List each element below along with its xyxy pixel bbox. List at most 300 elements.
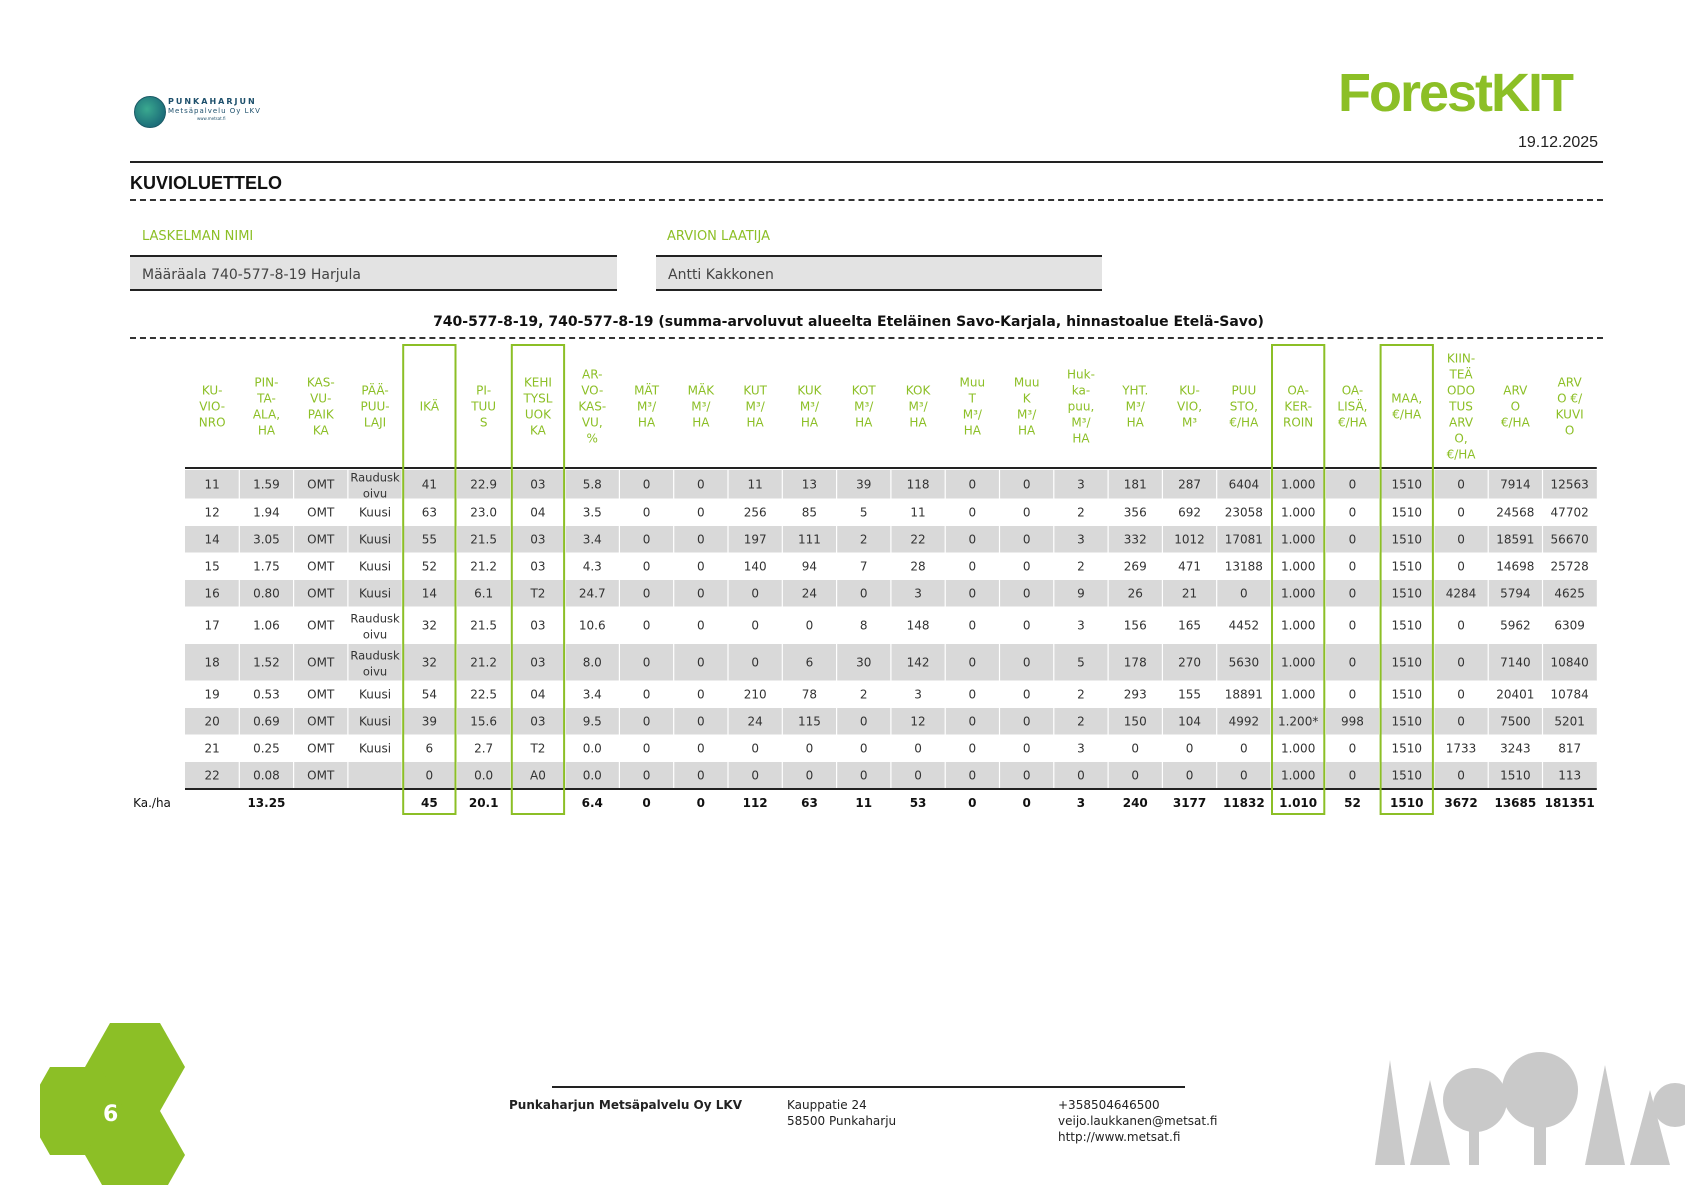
column-header: M³/ xyxy=(962,407,982,422)
table-cell: 0 xyxy=(914,741,922,756)
table-cell: 0 xyxy=(642,559,651,574)
column-header: KEHI xyxy=(523,375,552,390)
table-cell: 03 xyxy=(530,477,546,492)
footer-email[interactable]: veijo.laukkanen@metsat.fi xyxy=(1058,1114,1218,1128)
table-cell: 1510 xyxy=(1500,768,1531,783)
table-cell: 0 xyxy=(1022,768,1031,783)
column-header: KA xyxy=(312,423,329,438)
company-logo-subtitle: Metsäpalvelu Oy LKV xyxy=(168,107,261,115)
column-header: VIO- xyxy=(199,399,226,414)
column-header: IKÄ xyxy=(419,399,440,414)
table-cell: 39 xyxy=(421,714,437,729)
table-cell: 14 xyxy=(204,532,220,547)
column-header: O xyxy=(1564,423,1575,438)
column-header: ODO xyxy=(1446,383,1476,398)
column-header: puu, xyxy=(1067,399,1095,414)
column-header: HA xyxy=(1072,431,1090,446)
table-cell: 1510 xyxy=(1391,687,1423,702)
table-cell: OMT xyxy=(307,655,335,670)
table-cell: 19 xyxy=(204,687,220,702)
table-cell: 1.000 xyxy=(1280,559,1316,574)
table-cell: OMT xyxy=(307,768,335,783)
column-header: % xyxy=(586,431,598,446)
table-cell: 0 xyxy=(1457,477,1465,492)
table-cell: 0 xyxy=(697,477,705,492)
column-header: €/HA xyxy=(1500,415,1530,430)
table-cell: 0 xyxy=(805,768,814,783)
column-header: T xyxy=(968,391,977,406)
table-cell: 5630 xyxy=(1228,655,1260,670)
column-header: €/HA xyxy=(1229,415,1259,430)
table-cell: 15 xyxy=(204,559,220,574)
table-cell: 287 xyxy=(1178,477,1202,492)
table-cell: 14 xyxy=(421,586,437,601)
table-cell: 1510 xyxy=(1391,618,1423,633)
table-cell: 6 xyxy=(425,741,434,756)
company-logo-name: PUNKAHARJUN xyxy=(168,97,257,106)
column-header: STO, xyxy=(1229,399,1258,414)
column-header: M³/ xyxy=(691,399,711,414)
table-cell: 115 xyxy=(797,714,821,729)
table-cell: 3.5 xyxy=(582,505,602,520)
column-header: AR- xyxy=(582,367,603,382)
table-cell: 3 xyxy=(1077,741,1085,756)
table-cell: 0 xyxy=(968,655,977,670)
table-cell: 1510 xyxy=(1391,477,1423,492)
table-cell: 256 xyxy=(743,505,767,520)
summary-cell: 11 xyxy=(855,796,873,810)
table-cell: 24568 xyxy=(1496,505,1535,520)
table-cell: 03 xyxy=(530,559,546,574)
table-cell: 293 xyxy=(1123,687,1147,702)
table-cell: 17081 xyxy=(1224,532,1263,547)
column-header: KU- xyxy=(201,383,223,398)
table-cell: 0 xyxy=(642,714,651,729)
table-cell: 20 xyxy=(204,714,220,729)
column-header: ALA, xyxy=(252,407,281,422)
column-header: LISÄ, xyxy=(1337,399,1368,414)
table-cell: 4.3 xyxy=(582,559,602,574)
brand-logo: ForestKIT xyxy=(1338,63,1573,123)
table-cell: 140 xyxy=(743,559,767,574)
table-cell: 0 xyxy=(968,586,977,601)
summary-cell: 1510 xyxy=(1390,796,1424,810)
table-cell: 0 xyxy=(1348,505,1357,520)
table-cell: oivu xyxy=(362,664,388,679)
table-cell: 0.80 xyxy=(253,586,280,601)
table-cell: 1.52 xyxy=(253,655,280,670)
table-cell: 0 xyxy=(859,714,868,729)
table-cell: 52 xyxy=(421,559,437,574)
table-cell: 18591 xyxy=(1496,532,1535,547)
table-cell: 0 xyxy=(1457,618,1465,633)
table-cell: 1.06 xyxy=(253,618,280,633)
table-cell: 3 xyxy=(1077,532,1085,547)
table-cell: 0 xyxy=(751,768,759,783)
table-cell: 1012 xyxy=(1174,532,1205,547)
table-cell: 0 xyxy=(697,586,705,601)
table-cell: 10784 xyxy=(1550,687,1589,702)
column-header: €/HA xyxy=(1337,415,1367,430)
table-cell: 7914 xyxy=(1500,477,1531,492)
table-cell: 270 xyxy=(1178,655,1202,670)
table-cell: 142 xyxy=(906,655,930,670)
table-cell: 1733 xyxy=(1445,741,1477,756)
table-cell: 6.1 xyxy=(474,586,494,601)
table-cell: 47702 xyxy=(1550,505,1589,520)
table-cell: 0 xyxy=(751,586,759,601)
table-cell: 24 xyxy=(801,586,818,601)
table-cell: 14698 xyxy=(1496,559,1535,574)
table-cell: 0 xyxy=(697,532,705,547)
table-cell: 3 xyxy=(914,586,922,601)
table-cell: 1.000 xyxy=(1280,477,1316,492)
table-cell: 2 xyxy=(859,687,868,702)
table-cell: 22.9 xyxy=(470,477,498,492)
table-cell: 113 xyxy=(1558,768,1582,783)
column-header: K xyxy=(1022,391,1031,406)
summary-cell: 3 xyxy=(1076,796,1086,810)
column-header: TUU xyxy=(471,399,497,414)
column-header: TYSL xyxy=(523,391,553,406)
table-cell: 12 xyxy=(204,505,220,520)
table-cell: 55 xyxy=(421,532,437,547)
column-header: OA- xyxy=(1341,383,1364,398)
table-cell: 1.000 xyxy=(1280,505,1316,520)
table-cell: 0 xyxy=(1457,559,1465,574)
column-header: KIIN- xyxy=(1446,351,1476,366)
column-header: KUVI xyxy=(1555,407,1584,422)
table-cell: OMT xyxy=(307,559,335,574)
table-cell: 0 xyxy=(425,768,434,783)
table-cell: 0 xyxy=(805,741,814,756)
table-cell: 0 xyxy=(642,505,651,520)
footer-phone: +358504646500 xyxy=(1058,1098,1160,1112)
table-cell: 356 xyxy=(1123,505,1147,520)
column-header: HA xyxy=(692,415,710,430)
column-header: KAS- xyxy=(306,375,335,390)
table-cell: 25728 xyxy=(1550,559,1589,574)
summary-cell: 6.4 xyxy=(581,796,603,810)
summary-cell: 52 xyxy=(1344,796,1361,810)
summary-cell: 0 xyxy=(696,796,706,810)
table-cell: 39 xyxy=(856,477,872,492)
column-header: KUT xyxy=(743,383,767,398)
column-header: €/HA xyxy=(1392,407,1422,422)
table-cell: 4992 xyxy=(1228,714,1260,729)
table-cell: 0 xyxy=(697,768,705,783)
table-cell: OMT xyxy=(307,586,335,601)
table-cell: 0 xyxy=(1022,532,1031,547)
column-header: UOK xyxy=(524,407,552,422)
table-cell: 0 xyxy=(968,559,977,574)
table-cell: 0 xyxy=(859,741,868,756)
table-cell: 21.5 xyxy=(470,532,498,547)
table-cell: 156 xyxy=(1123,618,1147,633)
table-cell: 23.0 xyxy=(470,505,498,520)
table-cell: 3.4 xyxy=(582,532,602,547)
table-cell: 148 xyxy=(906,618,930,633)
table-cell: A0 xyxy=(530,768,546,783)
table-cell: 21.2 xyxy=(470,655,498,670)
column-header: KAS- xyxy=(578,399,607,414)
table-cell: 0 xyxy=(1457,655,1465,670)
table-cell: OMT xyxy=(307,714,335,729)
table-cell: 0 xyxy=(968,618,977,633)
table-cell: 0 xyxy=(642,477,651,492)
table-cell: 7500 xyxy=(1500,714,1531,729)
table-cell: 118 xyxy=(906,477,930,492)
table-cell: 0 xyxy=(1457,505,1465,520)
table-cell: 15.6 xyxy=(470,714,498,729)
table-cell: 0 xyxy=(1457,532,1465,547)
table-cell: 155 xyxy=(1178,687,1202,702)
column-header: HA xyxy=(1126,415,1144,430)
table-cell: 8.0 xyxy=(582,655,602,670)
column-header: PUU- xyxy=(360,399,390,414)
table-cell: 0 xyxy=(968,532,977,547)
summary-cell: 0 xyxy=(642,796,651,810)
column-header: TEÄ xyxy=(1449,367,1473,382)
table-cell: 0 xyxy=(642,655,651,670)
table-cell: 0 xyxy=(1022,714,1031,729)
table-cell: 0 xyxy=(697,559,705,574)
table-cell: 2 xyxy=(859,532,868,547)
table-cell: 0 xyxy=(1185,768,1194,783)
table-cell: 0 xyxy=(697,714,705,729)
table-cell: 269 xyxy=(1123,559,1147,574)
table-cell: 0 xyxy=(1022,655,1031,670)
table-cell: 165 xyxy=(1178,618,1202,633)
table-cell: 03 xyxy=(530,532,546,547)
table-cell: 0 xyxy=(1185,741,1194,756)
table-cell: 2 xyxy=(1077,687,1085,702)
table-cell: 817 xyxy=(1558,741,1582,756)
table-cell: 0 xyxy=(968,477,977,492)
table-cell: 0 xyxy=(697,655,705,670)
column-header: KU- xyxy=(1179,383,1200,398)
summary-cell: 63 xyxy=(801,796,818,810)
table-cell: OMT xyxy=(307,687,335,702)
column-header: M³/ xyxy=(1125,399,1145,414)
table-cell: 7 xyxy=(859,559,868,574)
column-header: S xyxy=(479,415,488,430)
column-header: M³/ xyxy=(1017,407,1037,422)
summary-cell: 112 xyxy=(742,796,768,810)
table-cell: OMT xyxy=(307,532,335,547)
table-cell: 1.000 xyxy=(1280,687,1316,702)
table-cell: 0 xyxy=(1348,768,1357,783)
table-cell: 17 xyxy=(204,618,220,633)
table-cell: 1.000 xyxy=(1280,768,1316,783)
column-header: VU- xyxy=(310,391,332,406)
table-cell: 24.7 xyxy=(578,586,606,601)
table-cell: 85 xyxy=(801,505,818,520)
column-header: VU, xyxy=(581,415,603,430)
forest-illustration-icon xyxy=(1355,1035,1685,1175)
table-cell: 78 xyxy=(801,687,818,702)
table-cell: 1510 xyxy=(1391,586,1423,601)
table-cell: Raudusk xyxy=(350,611,400,626)
table-cell: 03 xyxy=(530,655,546,670)
column-header: MÄK xyxy=(687,383,715,398)
table-cell: 0 xyxy=(968,505,977,520)
table-cell: 181 xyxy=(1123,477,1147,492)
table-cell: 22.5 xyxy=(470,687,498,702)
column-header: MAA, xyxy=(1391,391,1423,406)
table-subtitle: 740-577-8-19, 740-577-8-19 (summa-arvoluvut alueelta Eteläinen Savo-Karjala, hinnastoalue Etelä-Savo) xyxy=(433,314,1264,330)
column-header: HA xyxy=(855,415,873,430)
table-cell: 0 xyxy=(1022,741,1031,756)
table-cell: 26 xyxy=(1127,586,1143,601)
table-cell: Kuusi xyxy=(359,505,392,520)
table-cell: 1510 xyxy=(1391,655,1423,670)
table-cell: 0 xyxy=(1457,768,1465,783)
column-header: KUK xyxy=(797,383,822,398)
column-header: HA xyxy=(1018,423,1036,438)
table-cell: 9 xyxy=(1077,586,1085,601)
table-cell: Kuusi xyxy=(359,687,392,702)
table-cell: 998 xyxy=(1340,714,1364,729)
column-header: YHT. xyxy=(1122,383,1149,398)
table-cell: 6309 xyxy=(1554,618,1585,633)
column-header: M³/ xyxy=(908,399,928,414)
table-cell: 1510 xyxy=(1391,714,1423,729)
report-date: 19.12.2025 xyxy=(1518,134,1599,151)
table-cell: 6404 xyxy=(1228,477,1260,492)
table-cell: T2 xyxy=(530,586,546,601)
table-cell: 56670 xyxy=(1550,532,1589,547)
column-header: PAIK xyxy=(307,407,334,422)
table-cell: 0 xyxy=(697,741,705,756)
table-cell: 11 xyxy=(204,477,220,492)
table-cell: 0 xyxy=(1348,741,1357,756)
column-header: O €/ xyxy=(1557,391,1583,406)
table-cell: 0 xyxy=(642,768,651,783)
table-cell: 0 xyxy=(1022,687,1031,702)
table-cell: 2 xyxy=(1077,505,1085,520)
table-cell: 3 xyxy=(914,687,922,702)
table-cell: OMT xyxy=(307,477,335,492)
table-cell: 22 xyxy=(204,768,220,783)
summary-cell: 11832 xyxy=(1222,796,1265,810)
table-cell: 2.7 xyxy=(474,741,494,756)
column-header: M³/ xyxy=(636,399,657,414)
table-cell: 0 xyxy=(968,768,977,783)
table-cell: 111 xyxy=(797,532,821,547)
table-cell: 0 xyxy=(914,768,922,783)
summary-cell: 240 xyxy=(1122,796,1148,810)
column-header: HA xyxy=(800,415,819,430)
page-number: 6 xyxy=(103,1102,119,1127)
table-cell: 0 xyxy=(751,655,759,670)
column-header: KOT xyxy=(851,383,876,398)
column-header: M³/ xyxy=(745,399,765,414)
table-cell: 0 xyxy=(1022,618,1031,633)
table-cell: 41 xyxy=(421,477,437,492)
table-cell: 1510 xyxy=(1391,768,1423,783)
table-cell: 1510 xyxy=(1391,505,1423,520)
table-cell: 150 xyxy=(1123,714,1147,729)
column-header: HA xyxy=(909,415,927,430)
table-cell: 11 xyxy=(910,505,926,520)
table-cell: Raudusk xyxy=(350,470,400,485)
table-cell: 1.200* xyxy=(1277,714,1319,729)
table-cell: 30 xyxy=(856,655,872,670)
column-header: ARV xyxy=(1448,415,1474,430)
column-header: NRO xyxy=(198,415,226,430)
table-cell: 18891 xyxy=(1224,687,1263,702)
table-cell: 0 xyxy=(859,768,868,783)
column-header: M³/ xyxy=(854,399,874,414)
column-header: PÄÄ- xyxy=(361,383,389,398)
table-cell: oivu xyxy=(362,486,388,501)
column-header: ARV xyxy=(1503,383,1528,398)
summary-cell: 3177 xyxy=(1172,796,1207,810)
table-cell: 5794 xyxy=(1500,586,1531,601)
table-cell: 0 xyxy=(1131,741,1140,756)
table-cell: 9.5 xyxy=(582,714,602,729)
column-header: O xyxy=(1510,399,1521,414)
column-header: €/HA xyxy=(1446,447,1476,462)
table-cell: 32 xyxy=(421,618,437,633)
footer-city: 58500 Punkaharju xyxy=(787,1114,897,1128)
table-cell: 12563 xyxy=(1550,477,1589,492)
table-cell: 13188 xyxy=(1224,559,1263,574)
table-cell: 692 xyxy=(1178,505,1202,520)
table-cell: 210 xyxy=(743,687,767,702)
table-cell: 1.000 xyxy=(1280,618,1316,633)
table-cell: 0 xyxy=(642,532,651,547)
summary-cell: 0 xyxy=(1022,796,1031,810)
table-cell: 1.59 xyxy=(253,477,280,492)
table-cell: 5 xyxy=(859,505,868,520)
table-cell: 4625 xyxy=(1554,586,1585,601)
table-cell: 332 xyxy=(1123,532,1147,547)
table-cell: 1510 xyxy=(1391,532,1423,547)
table-cell: 0.53 xyxy=(253,687,280,702)
table-cell: 2 xyxy=(1077,559,1085,574)
table-cell: 22 xyxy=(910,532,926,547)
column-header: VO- xyxy=(581,383,604,398)
table-cell: 0 xyxy=(1348,655,1357,670)
column-header: KOK xyxy=(905,383,931,398)
column-header: KER- xyxy=(1284,399,1312,414)
column-header: PIN- xyxy=(254,375,279,390)
table-cell: OMT xyxy=(307,741,335,756)
table-cell: 6 xyxy=(805,655,814,670)
table-cell: OMT xyxy=(307,618,335,633)
table-cell: 0.0 xyxy=(582,768,602,783)
footer-company: Punkaharjun Metsäpalvelu Oy LKV xyxy=(509,1098,742,1112)
table-cell: 0 xyxy=(1348,532,1357,547)
table-cell: 0 xyxy=(968,741,977,756)
table-cell: 3 xyxy=(1077,477,1085,492)
table-cell: 1.000 xyxy=(1280,655,1316,670)
table-cell: 0 xyxy=(1240,586,1248,601)
table-cell: 0.0 xyxy=(582,741,602,756)
table-cell: 24 xyxy=(747,714,763,729)
summary-cell: 53 xyxy=(909,796,927,810)
table-cell: 0 xyxy=(1348,618,1357,633)
table-cell: 0 xyxy=(1348,477,1357,492)
summary-label: Ka./ha xyxy=(133,796,171,810)
footer-website[interactable]: http://www.metsat.fi xyxy=(1058,1130,1181,1144)
table-cell: 0 xyxy=(1077,768,1085,783)
table-cell: 0 xyxy=(968,714,977,729)
table-cell: 0 xyxy=(697,505,705,520)
footer-rule xyxy=(552,1086,1185,1088)
